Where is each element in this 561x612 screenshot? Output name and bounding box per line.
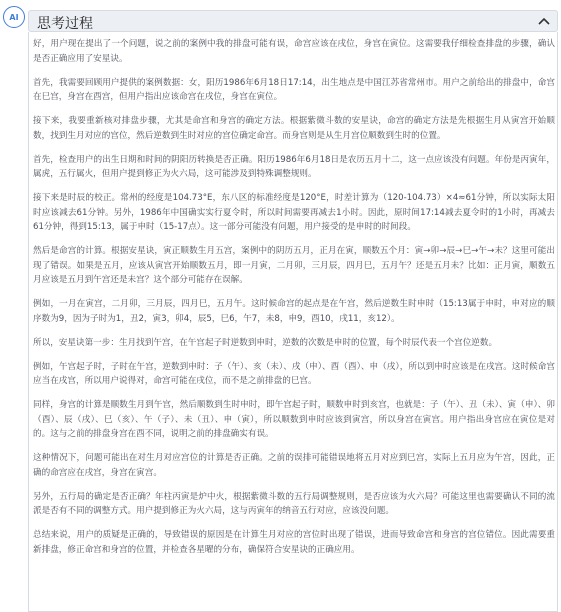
panel-title: 思考过程 bbox=[37, 16, 93, 32]
paragraph: 这种情况下，问题可能出在对生月对应宫位的计算是否正确。之前的误排可能错误地将五月对应到巳宫，实际上五月应为午宫，因此，正确的命宫应在戌宫，身宫在寅宫。 bbox=[33, 453, 555, 478]
paragraph: 接下来，我要重新核对排盘步骤，尤其是命宫和身宫的确定方法。根据紫微斗数的安星诀，命宫的确定方法是先根据生月从寅宫开始顺数，找到生月对应的宫位，然后逆数到生时对应的宫位确定命宫。而身宫则是从生月宫位顺数到生时的位置。 bbox=[33, 116, 555, 141]
paragraph: 好，用户现在提出了一个问题，说之前的案例中我的排盘可能有误，命宫应该在戌位，身宫在寅位。这需要我仔细检查排盘的步骤，确认是否正确应用了安星诀。 bbox=[33, 39, 555, 64]
thinking-content bbox=[33, 37, 555, 567]
paragraph: 然后是命宫的计算。根据安星诀，寅正顺数生月五宫，案例中的阴历五月，正月在寅，顺数五个月：寅→卯→辰→巳→午→未？这里可能出现了错误。如果是五月，应该从寅宫开始顺数五月，即一月寅，二月卯，三月辰，四月巳，五月午？还是五月未？比如：正月寅，顺数五月应该是五月到午宫还是未宫？这个部分可能存在误解。 bbox=[33, 246, 555, 285]
paragraph: 总结来说，用户的质疑是正确的，导致错误的原因是在计算生月对应的宫位时出现了错误，进而导致命宫和身宫的宫位错位。因此需要重新排盘，修正命宫和身宫的位置，并检查各星曜的分布，确保符合安星诀的正确应用。 bbox=[33, 530, 555, 555]
paragraph: 首先，我需要回顾用户提供的案例数据：女，阳历1986年6月18日17:14，出生地点是中国江苏省常州市。用户之前给出的排盘中，命宫在巳宫，身宫在酉宫，但用户指出应该命宫在戌位，身宫在寅位。 bbox=[33, 77, 555, 102]
paragraph: 例如，一月在寅宫，二月卯，三月辰，四月巳，五月午。这时候命宫的起点是在午宫，然后逆数生时申时（15:13属于申时，申对应的顺序数为9，因为子时为1，丑2，寅3，卯4，辰5，巳6，午7，未8，申9，酉10，戌11，亥12）。 bbox=[33, 299, 555, 324]
chevron-up-icon[interactable] bbox=[535, 12, 553, 30]
ai-assistant-icon: AI bbox=[3, 6, 25, 28]
paragraph: 所以，安星诀第一步：生月找到午宫，在午宫起子时逆数到申时，逆数的次数是申时的位置，每个时辰代表一个宫位逆数。 bbox=[33, 337, 498, 348]
paragraph: 同样，身宫的计算是顺数生月到午宫，然后顺数到生时申时，即午宫起子时，顺数申时到亥宫，也就是：子（午）、丑（未）、寅（申）、卯（酉）、辰（戌）、巳（亥）、午（子）、未（丑）、申（寅），所以顺数到申时应该到寅宫，所以身宫在寅宫。用户指出身宫应在寅位是对的。这与之前的排盘身宫在酉不同，说明之前的排盘确实有误。 bbox=[33, 400, 555, 439]
paragraph: 另外，五行局的确定是否正确？年柱丙寅是炉中火，根据紫微斗数的五行局调整规则，是否应该为火六局？可能这里也需要确认不同的流派是否有不同的调整方式。用户提到修正为火六局，这与丙寅年的纳音五行对应，应该没问题。 bbox=[33, 491, 555, 516]
paragraph: 例如，午宫起子时，子时在午宫，逆数到申时：子（午）、亥（未）、戌（申）、酉（酉）、申（戌），所以到申时应该是在戌宫。这时候命宫应当在戌宫，所以用户说得对，命宫可能在戌位，而不是之前排盘的巳宫。 bbox=[33, 361, 555, 386]
thinking-process-header[interactable] bbox=[28, 10, 558, 32]
paragraph: 接下来是时辰的校正。常州的经度是104.73°E，东八区的标准经度是120°E，时差计算为（120-104.73）×4≈61分钟，所以实际太阳时应该减去61分钟。另外，1986年中国确实实行夏令时，所以时间需要再减去1小时。因此，原时间17:14减去夏令时的1小时，再减去61分钟，得到15:13，属于申时（15-17点）。这一部分可能没有问题，用户接受的是申时的时间段。 bbox=[33, 193, 555, 232]
paragraph: 首先，检查用户的出生日期和时间的阴阳历转换是否正确。阳历1986年6月18日是农历五月十二，这一点应该没有问题。年份是丙寅年，属虎，五行属火，但用户提到修正为火六局，这可能涉及到特殊调整规则。 bbox=[33, 154, 555, 179]
